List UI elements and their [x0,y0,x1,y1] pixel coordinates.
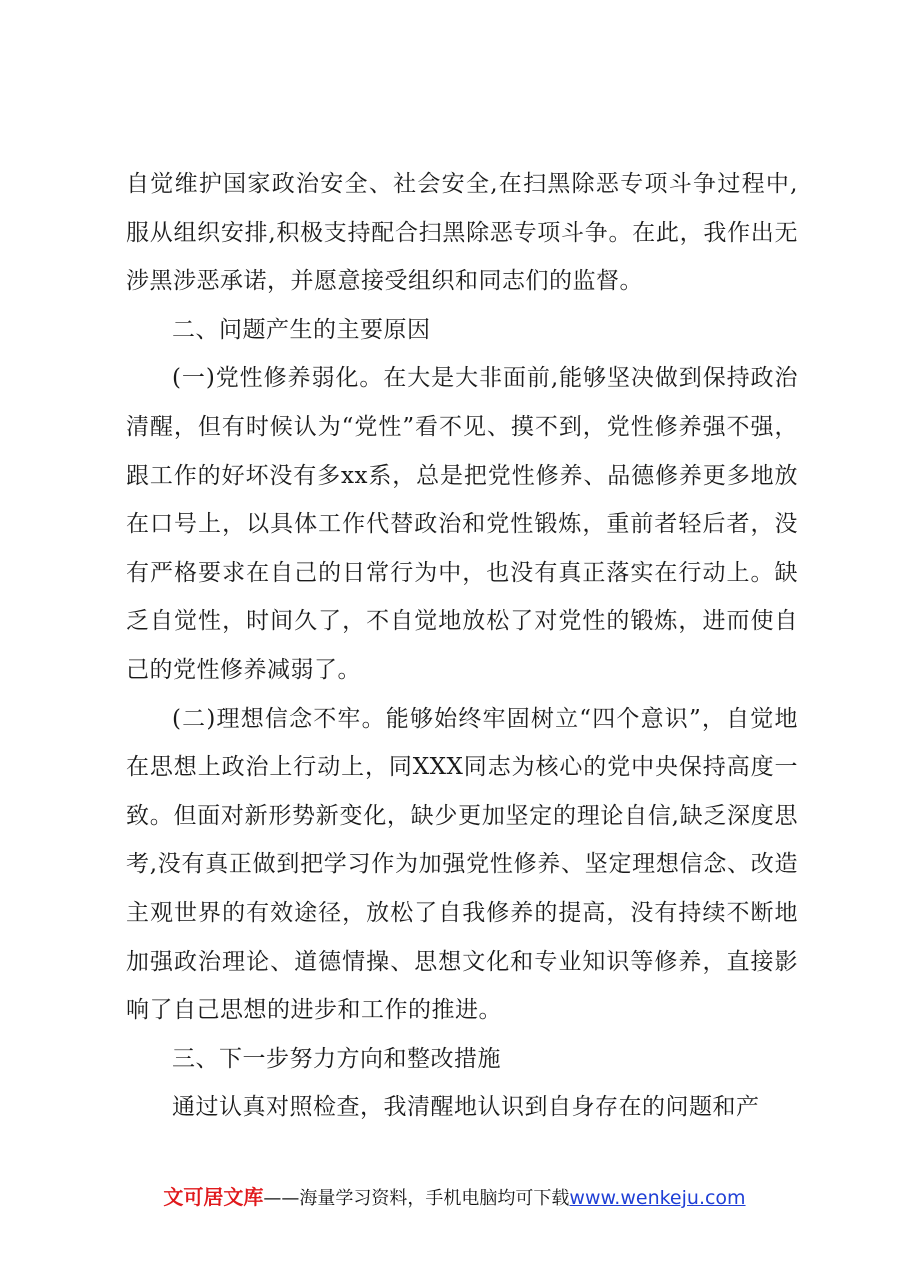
section-heading-3: 三、下一步努力方向和整改措施 [172,1045,501,1072]
footer-site-link[interactable]: www.wenkeju.com [569,1187,746,1209]
document-body [126,160,798,1132]
body-paragraph-party-spirit: (一)党性修养弱化。在大是大非面前,能够坚决做到保持政治清醒，但有时候认为“党性”看不见、摸不到，党性修养强不强，跟工作的好坏没有多xx系，总是把党性修养、品德修养更多地放在口号上，以具体工作代替政治和党性锻炼，重前者轻后者，没有严格要求在自己的日常行为中，也没有真正落实在行动上。缺乏自觉性，时间久了，不自觉地放松了对党性的锻炼，进而使自己的党性修养减弱了。 [126,365,798,683]
section-heading-2: 二、问题产生的主要原因 [172,316,431,343]
footer-banner [0,1181,909,1210]
body-paragraph-ideals: (二)理想信念不牢。能够始终牢固树立“四个意识”，自觉地在思想上政治上行动上，同XXX同志为核心的党中央保持高度一致。但面对新形势新变化，缺少更加坚定的理论自信,缺乏深度思考,没有真正做到把学习作为加强党性修养、坚定理想信念、改造主观世界的有效途径，放松了自我修养的提高，没有持续不断地加强政治理论、道德情操、思想文化和专业知识等修养，直接影响了自己思想的进步和工作的推进。 [126,705,798,1024]
footer-tagline: ——海量学习资料，手机电脑均可下载 [263,1188,570,1209]
footer-brand: 文可居文库 [163,1185,264,1209]
body-paragraph-continuation: 通过认真对照检查，我清醒地认识到自身存在的问题和产 [172,1094,760,1121]
body-paragraph-1: 自觉维护国家政治安全、社会安全,在扫黑除恶专项斗争过程中,服从组织安排,积极支持配合扫黑除恶专项斗争。在此，我作出无涉黑涉恶承诺，并愿意接受组织和同志们的监督。 [126,171,798,295]
